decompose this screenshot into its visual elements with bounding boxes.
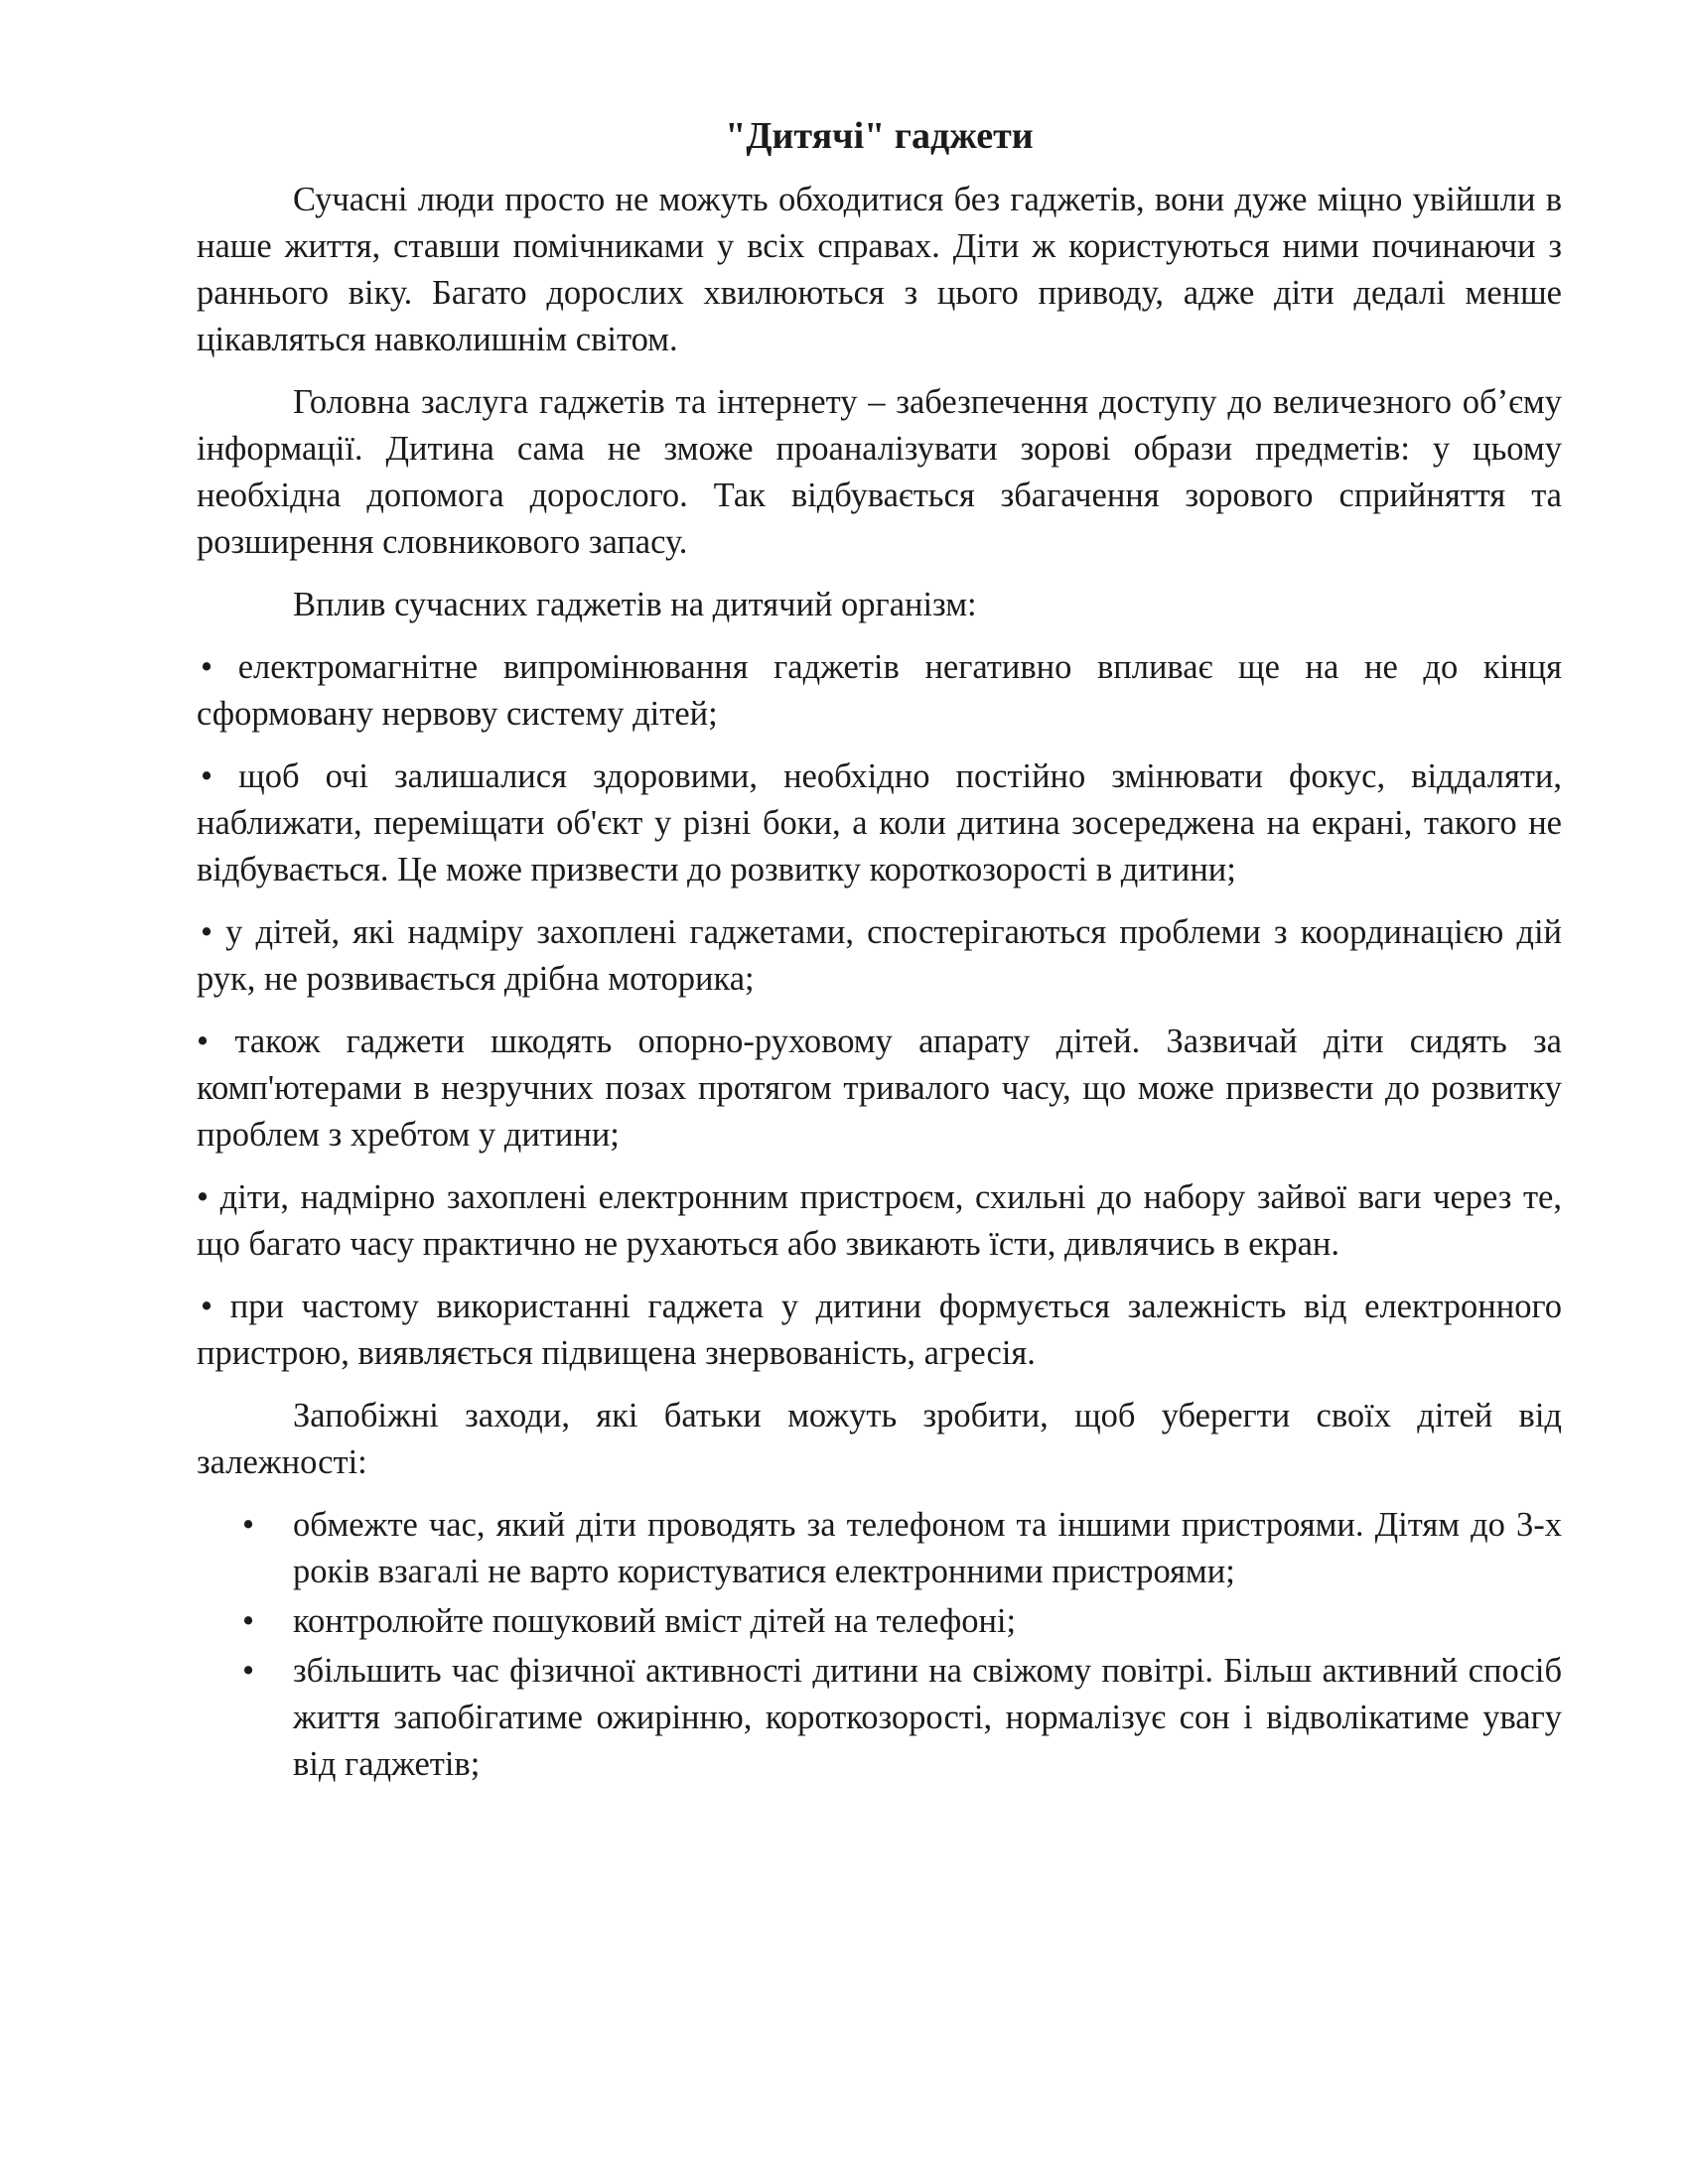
prevention-heading: Запобіжні заходи, які батьки можуть зробити, щоб уберегти своїх дітей від залежності: — [197, 1397, 1562, 1481]
document-title: "Дитячі" гаджети — [725, 115, 1034, 157]
intro-paragraph: Головна заслуга гаджетів та інтернету – забезпечення доступу до величезного об’єму інформації. Дитина сама не зможе проаналізувати зорові образи предметів: у цьому необхідна допомога дорослого. Так відбувається збагачення зорового сприйняття та розширення словникового запасу. — [197, 383, 1562, 561]
influence-item: • діти, надмірно захоплені електронним пристроєм, схильні до набору зайвої ваги через те, що багато часу практично не рухаються або звикають їсти, дивлячись в екран. — [197, 1178, 1562, 1263]
influence-heading: Вплив сучасних гаджетів на дитячий організм: — [293, 586, 977, 623]
influence-item: • при частому використанні гаджета у дитини формується залежність від електронного пристрою, виявляється підвищена знервованість, агресія. — [197, 1288, 1562, 1372]
influence-item: • також гаджети шкодять опорно-руховому апарату дітей. Зазвичай діти сидять за комп'ютерами в незручних позах протягом тривалого часу, що може призвести до розвитку проблем з хребтом у дитини; — [197, 1023, 1562, 1154]
influence-item: • електромагнітне випромінювання гаджетів негативно впливає ще на не до кінця сформовану нервову систему дітей; — [197, 648, 1562, 733]
influence-item: • щоб очі залишалися здоровими, необхідно постійно змінювати фокус, віддаляти, наближати, переміщати об'єкт у різні боки, а коли дитина зосереджена на екрані, такого не відбувається. Це може призвести до розвитку короткозорості в дитини; — [197, 757, 1562, 888]
prevention-item-text: збільшить час фізичної активності дитини на свіжому повітрі. Більш активний спосіб життя запобігатиме ожирінню, короткозорості, нормалізує сон і відволікатиме увагу від гаджетів; — [293, 1652, 1562, 1783]
document-page — [197, 111, 1562, 1791]
prevention-item-text: обмежте час, який діти проводять за телефоном та іншими пристроями. Дітям до 3-х років взагалі не варто користуватися електронними пристроями; — [293, 1506, 1562, 1590]
bullet-icon: • — [242, 1602, 255, 1640]
prevention-item — [197, 1502, 1562, 1595]
intro-paragraph: Сучасні люди просто не можуть обходитися без гаджетів, вони дуже міцно увійшли в наше життя, ставши помічниками у всіх справах. Діти ж користуються ними починаючи з раннього віку. Багато дорослих хвилюються з цього приводу, адже діти дедалі менше цікавляться навколишнім світом. — [197, 181, 1562, 358]
bullet-icon: • — [242, 1506, 255, 1544]
prevention-item — [197, 1598, 1562, 1645]
prevention-item-text: контролюйте пошуковий вміст дітей на телефоні; — [293, 1602, 1017, 1640]
prevention-list — [197, 1502, 1562, 1788]
bullet-icon: • — [242, 1652, 255, 1690]
prevention-item — [197, 1648, 1562, 1788]
influence-item: • у дітей, які надміру захоплені гаджетами, спостерігаються проблеми з координацією дій рук, не розвивається дрібна моторика; — [197, 913, 1562, 998]
